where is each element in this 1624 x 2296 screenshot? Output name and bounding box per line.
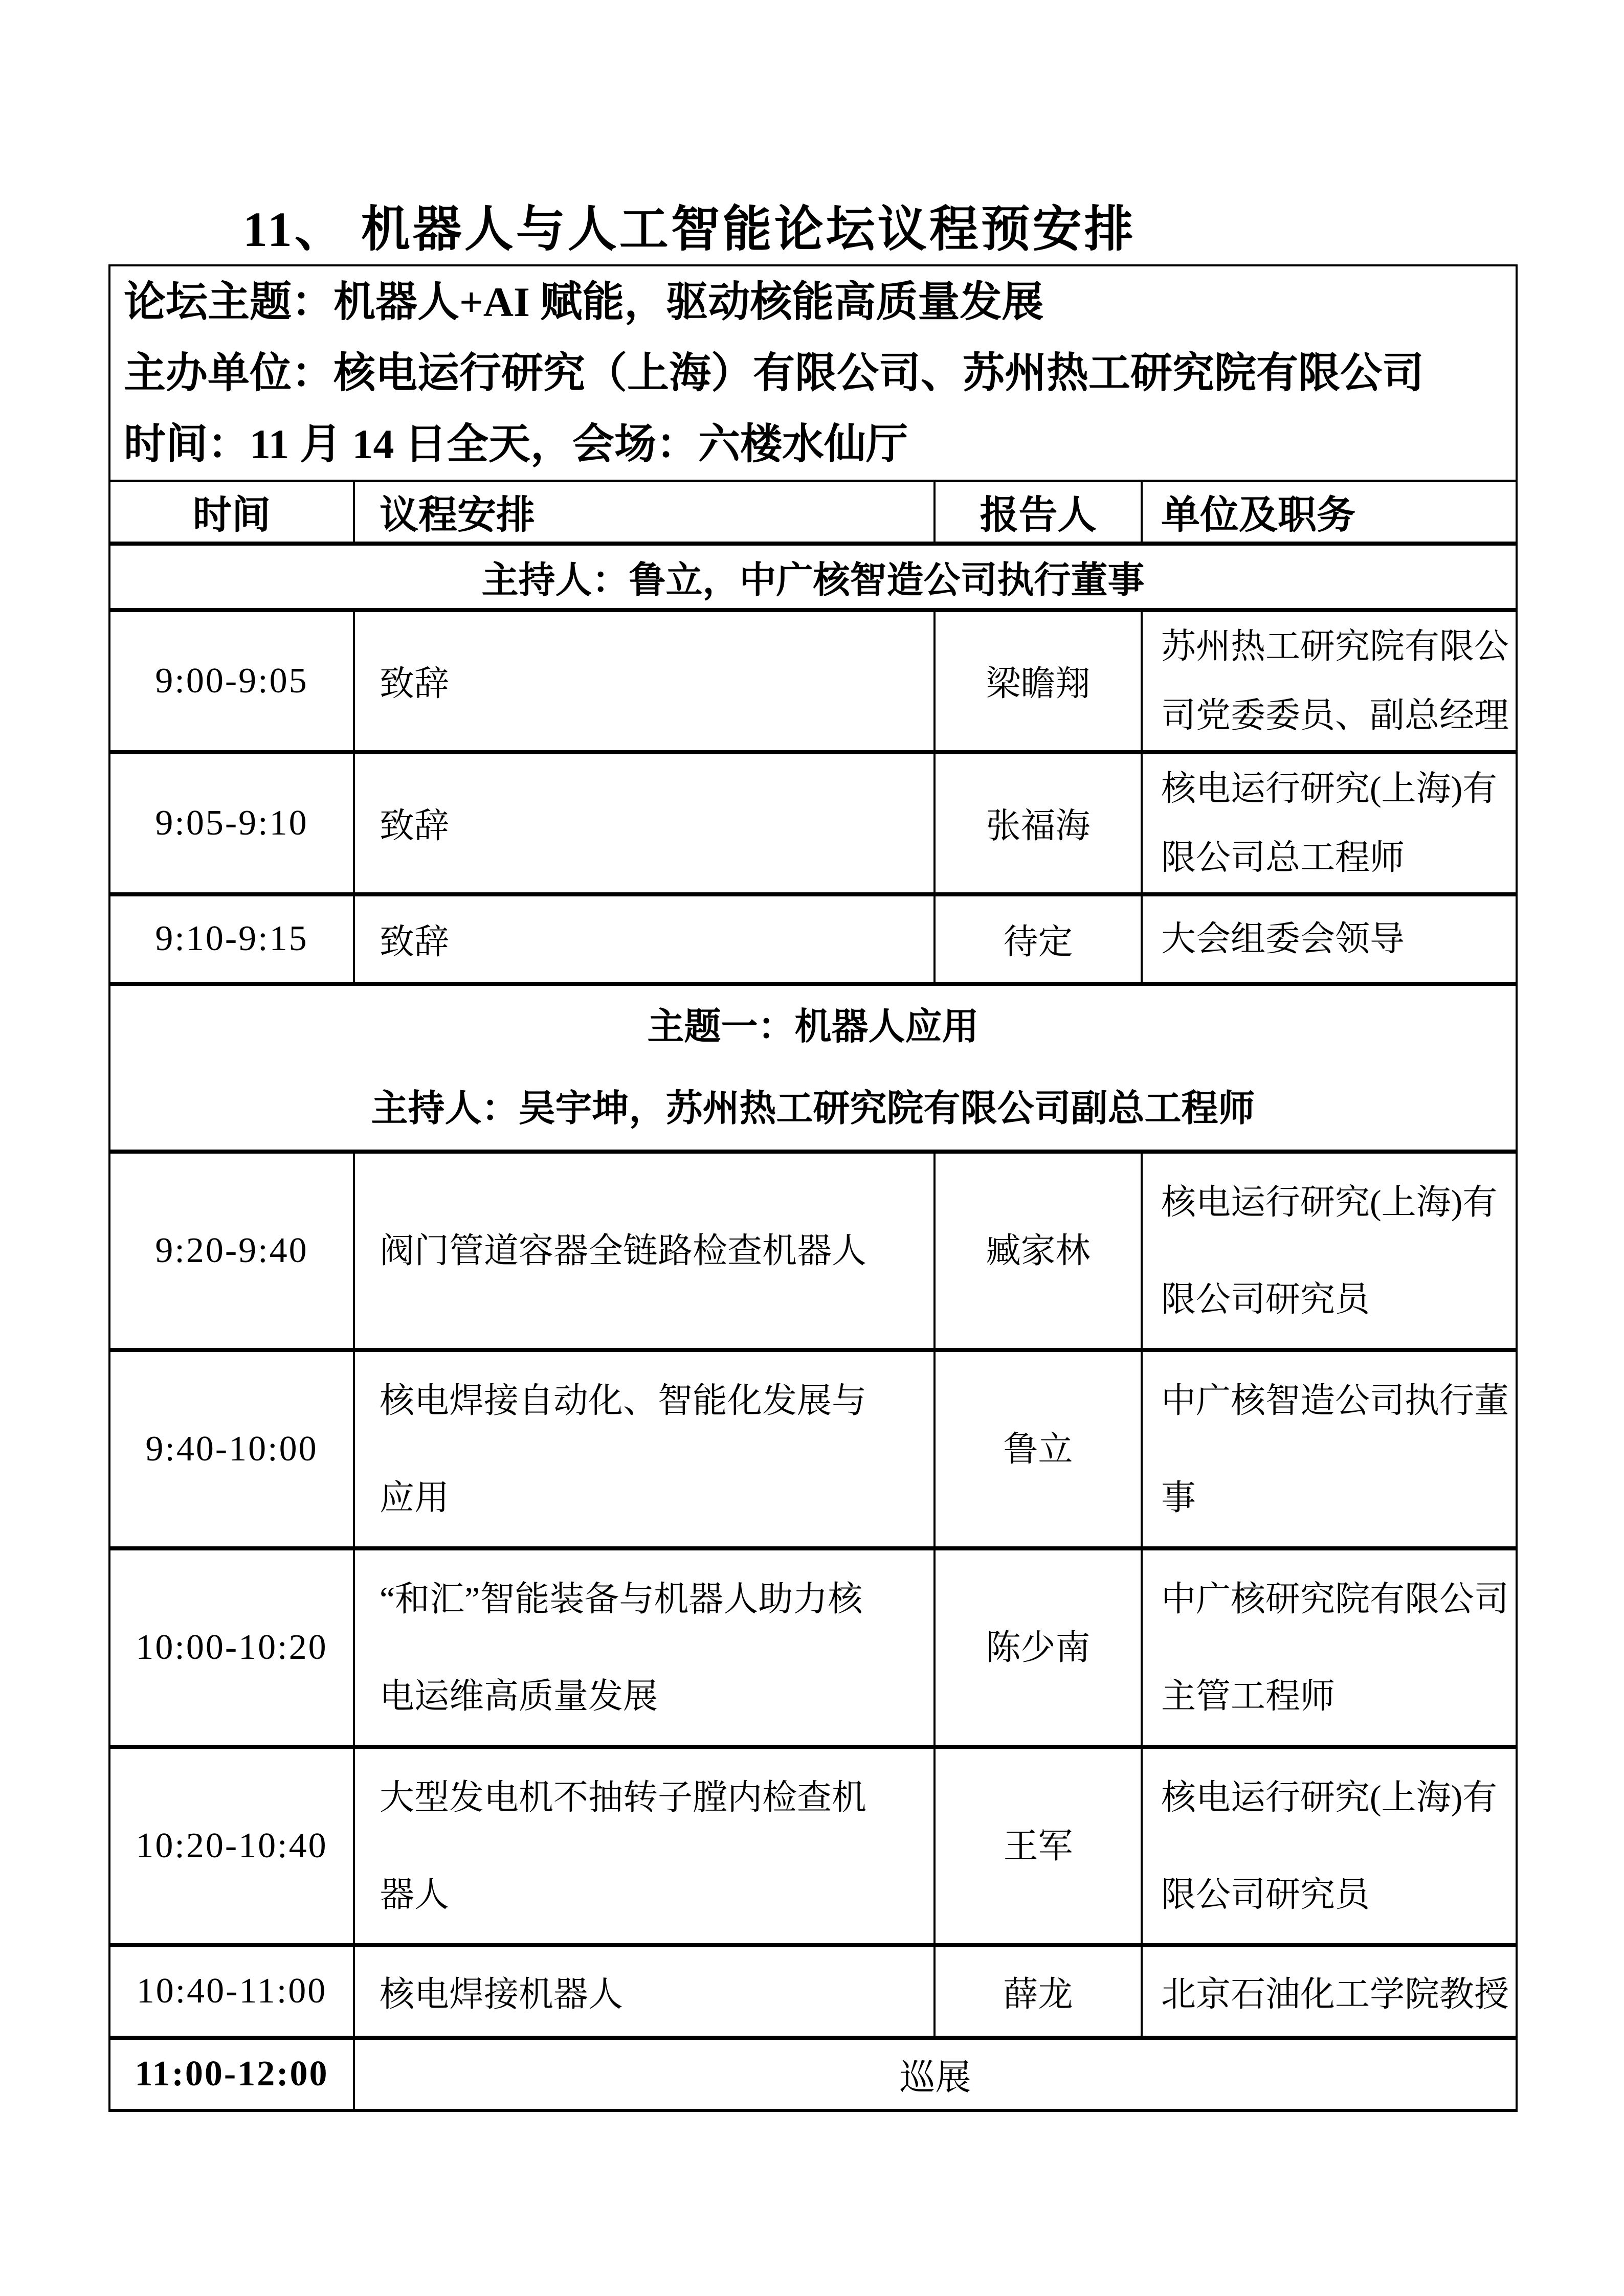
affiliation-cell [1142, 1350, 1517, 1548]
speaker-cell: 薛龙 [935, 1945, 1142, 2038]
moderator-cell: 主持人：鲁立，中广核智造公司执行董事 [109, 544, 1517, 610]
affiliation-text: 核电运行研究(上海)有限公司研究员 [1161, 1182, 1498, 1319]
affiliation-text: 苏州热工研究院有限公司党委委员、副总经理 [1161, 626, 1509, 735]
table-row [109, 1945, 1517, 2038]
time-cell: 10:40-11:00 [109, 1945, 354, 2038]
agenda-cell [354, 610, 935, 752]
affiliation-cell [1142, 894, 1517, 984]
forum-info-row [109, 265, 1517, 481]
exhibition-row [109, 2038, 1517, 2110]
forum-info-cell [109, 265, 1517, 481]
speaker-cell: 臧家林 [935, 1152, 1142, 1350]
agenda-cell [354, 752, 935, 894]
session-moderator: 主持人：吴宇坤，苏州热工研究院有限公司副总工程师 [371, 1088, 1255, 1129]
table-row [109, 1152, 1517, 1350]
agenda-cell [354, 894, 935, 984]
time-cell: 9:05-9:10 [109, 752, 354, 894]
forum-organizer: 主办单位：核电运行研究（上海）有限公司、苏州热工研究院有限公司 [124, 350, 1425, 396]
agenda-text: “和汇”智能装备与机器人助力核电运维高质量发展 [380, 1579, 863, 1716]
time-cell: 9:00-9:05 [109, 610, 354, 752]
time-cell: 10:20-10:40 [109, 1747, 354, 1945]
forum-theme: 论坛主题：机器人+AI 赋能，驱动核能高质量发展 [124, 279, 1044, 325]
agenda-text: 阀门管道容器全链路检查机器人 [380, 1231, 867, 1270]
agenda-text: 致辞 [380, 806, 450, 845]
header-agenda: 议程安排 [354, 481, 935, 544]
moderator-row [109, 544, 1517, 610]
affiliation-text: 大会组委会领导 [1161, 919, 1405, 958]
agenda-cell [354, 1945, 935, 2038]
agenda-table [108, 264, 1518, 2112]
time-cell: 9:10-9:15 [109, 894, 354, 984]
exhibition-cell: 巡展 [354, 2038, 1517, 2110]
time-cell: 10:00-10:20 [109, 1548, 354, 1747]
agenda-cell [354, 1548, 935, 1747]
session-header-row [109, 984, 1517, 1152]
speaker-cell: 王军 [935, 1747, 1142, 1945]
header-time: 时间 [109, 481, 354, 544]
speaker-cell: 待定 [935, 894, 1142, 984]
agenda-cell [354, 1350, 935, 1548]
time-cell: 9:20-9:40 [109, 1152, 354, 1350]
agenda-cell [354, 1152, 935, 1350]
agenda-text: 核电焊接机器人 [380, 1974, 624, 2014]
table-row [109, 1548, 1517, 1747]
header-speaker: 报告人 [935, 481, 1142, 544]
session-title: 主题一：机器人应用 [647, 1006, 979, 1047]
speaker-cell: 鲁立 [935, 1350, 1142, 1548]
table-row [109, 894, 1517, 984]
agenda-text: 大型发电机不抽转子膛内检查机器人 [380, 1777, 867, 1914]
affiliation-cell [1142, 1152, 1517, 1350]
affiliation-text: 中广核研究院有限公司主管工程师 [1161, 1579, 1509, 1716]
affiliation-text: 核电运行研究(上海)有限公司研究员 [1161, 1777, 1498, 1914]
session-header-cell [109, 984, 1517, 1152]
affiliation-cell [1142, 1945, 1517, 2038]
affiliation-cell [1142, 610, 1517, 752]
affiliation-cell [1142, 1548, 1517, 1747]
affiliation-text: 北京石油化工学院教授 [1161, 1974, 1509, 2014]
speaker-cell: 陈少南 [935, 1548, 1142, 1747]
table-row [109, 1350, 1517, 1548]
page-title: 11、 机器人与人工智能论坛议程预安排 [243, 202, 1136, 257]
affiliation-text: 中广核智造公司执行董事 [1161, 1381, 1509, 1517]
time-cell: 9:40-10:00 [109, 1350, 354, 1548]
table-row [109, 752, 1517, 894]
table-header-row [109, 481, 1517, 544]
table-row [109, 610, 1517, 752]
affiliation-cell [1142, 752, 1517, 894]
agenda-text: 致辞 [380, 664, 450, 703]
table-row [109, 1747, 1517, 1945]
agenda-text: 核电焊接自动化、智能化发展与应用 [380, 1381, 867, 1517]
time-cell: 11:00-12:00 [109, 2038, 354, 2110]
speaker-cell: 梁瞻翔 [935, 610, 1142, 752]
agenda-cell [354, 1747, 935, 1945]
forum-time-venue: 时间：11 月 14 日全天，会场：六楼水仙厅 [124, 421, 908, 467]
header-affiliation: 单位及职务 [1142, 481, 1517, 544]
speaker-cell: 张福海 [935, 752, 1142, 894]
affiliation-cell [1142, 1747, 1517, 1945]
affiliation-text: 核电运行研究(上海)有限公司总工程师 [1161, 769, 1498, 877]
agenda-text: 致辞 [380, 922, 450, 961]
